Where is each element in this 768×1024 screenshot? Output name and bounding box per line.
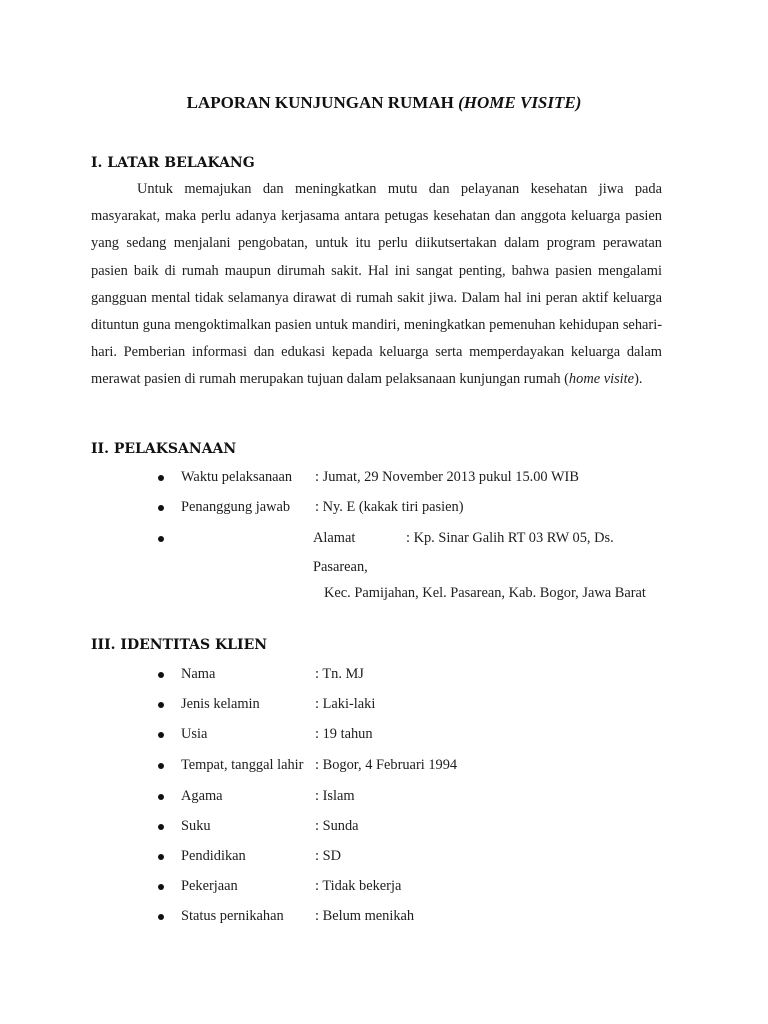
title-main: LAPORAN KUNJUNGAN RUMAH xyxy=(186,93,454,112)
item-label: Jenis kelamin xyxy=(181,696,260,712)
item-value: : Belum menikah xyxy=(315,908,415,924)
address-line-3: Kec. Pamijahan, Kel. Pasarean, Kab. Bogor, Jawa Barat xyxy=(324,585,646,601)
item-value: : Jumat, 29 November 2013 pukul 15.00 WIB xyxy=(315,469,579,485)
item-value: : Ny. E (kakak tiri pasien) xyxy=(315,499,464,515)
item-value: : SD xyxy=(315,848,341,864)
item-label: Status pernikahan xyxy=(181,908,284,924)
bullet-icon xyxy=(158,884,164,890)
item-value: : Laki-laki xyxy=(315,696,376,712)
bullet-icon xyxy=(158,763,164,769)
section-heading-pelaksanaan: II. PELAKSANAAN xyxy=(91,441,237,457)
background-paragraph xyxy=(91,176,662,394)
item-value: : 19 tahun xyxy=(315,726,373,742)
bullet-icon xyxy=(158,536,164,542)
paragraph-end: ). xyxy=(634,371,643,388)
section-heading-latar-belakang: I. LATAR BELAKANG xyxy=(91,155,255,171)
address-value: : Kp. Sinar Galih RT 03 RW 05, Ds. xyxy=(406,530,614,546)
item-label: Pekerjaan xyxy=(181,878,238,894)
bullet-icon xyxy=(158,854,164,860)
title-italic: (HOME VISITE) xyxy=(458,93,582,112)
bullet-icon xyxy=(158,914,164,920)
item-label: Agama xyxy=(181,788,223,804)
bullet-icon xyxy=(158,505,164,511)
item-label: Usia xyxy=(181,726,208,742)
item-value: : Bogor, 4 Februari 1994 xyxy=(315,757,458,773)
address-line-2: Pasarean, xyxy=(313,559,368,575)
bullet-icon xyxy=(158,732,164,738)
item-value: : Tidak bekerja xyxy=(315,878,402,894)
item-label: Tempat, tanggal lahir xyxy=(181,757,304,773)
paragraph-text: Untuk memajukan dan meningkatkan mutu dan pelayanan kesehatan jiwa pada masyarakat, maka perlu adanya kerjasama antara petugas kesehatan dan anggota keluarga pasien yang sedang menjalani pengobatan, untuk itu perlu diikutsertakan dalam program perawatan pasien baik di rumah maupun dirumah sakit. Hal ini sangat penting, bahwa pasien mengalami gangguan mental tidak selamanya dirawat di rumah sakit jiwa. Dalam hal ini peran aktif keluarga dituntun guna mengoktimalkan pasien untuk mandiri, meningkatkan pemenuhan kehidupan sehari-hari. Pemberian informasi dan edukasi kepada keluarga serta memperdayakan keluarga dalam merawat pasien di rumah merupakan tujuan dalam pelaksanaan kunjungan rumah ( xyxy=(91,181,662,388)
item-value: : Sunda xyxy=(315,818,359,834)
bullet-icon xyxy=(158,672,164,678)
item-label: Nama xyxy=(181,666,216,682)
bullet-icon xyxy=(158,702,164,708)
item-label: Pendidikan xyxy=(181,848,246,864)
item-value: : Islam xyxy=(315,788,355,804)
address-label: Alamat xyxy=(313,530,356,546)
item-value: : Tn. MJ xyxy=(315,666,364,682)
item-label: Waktu pelaksanaan xyxy=(181,469,293,485)
section-heading-identitas-klien: III. IDENTITAS KLIEN xyxy=(91,637,268,653)
item-label: Suku xyxy=(181,818,211,834)
paragraph-italic: home visite xyxy=(568,371,635,388)
document-title xyxy=(0,93,768,113)
bullet-icon xyxy=(158,475,164,481)
bullet-icon xyxy=(158,794,164,800)
item-label: Penanggung jawab xyxy=(181,499,291,515)
bullet-icon xyxy=(158,824,164,830)
